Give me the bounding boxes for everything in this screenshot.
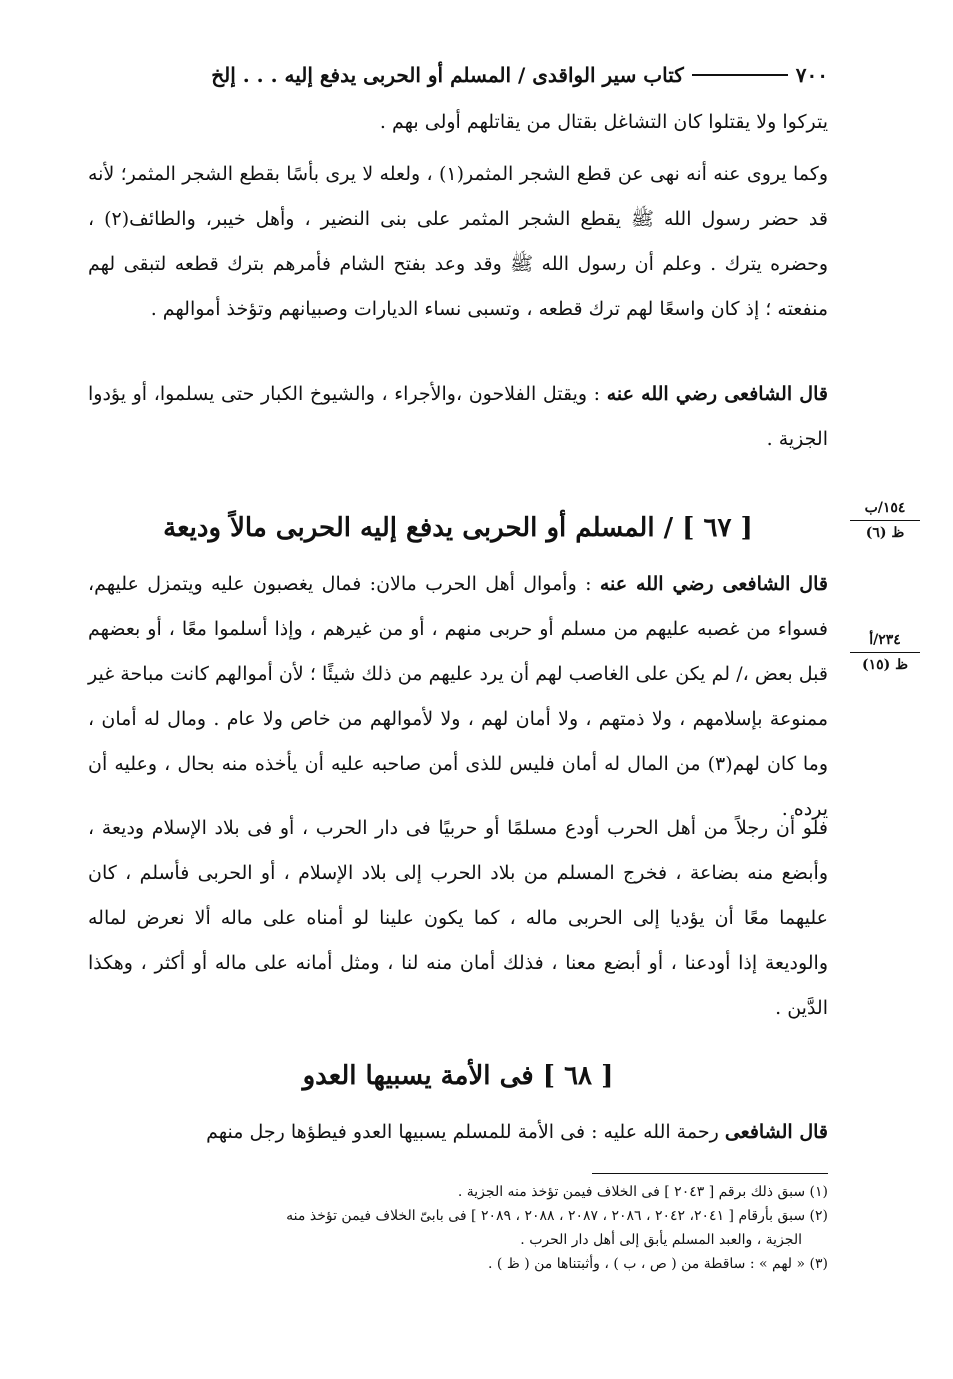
running-title: كتاب سير الواقدى / المسلم أو الحربى يدفع إليه . . . إلخ (211, 63, 684, 87)
margin-note-1 (850, 498, 920, 543)
paragraph-3-body: : ويقتل الفلاحون ،والأجراء ، والشيوخ الكبار حتى يسلموا، أو يؤدوا الجزية . (88, 383, 828, 450)
margin-note-1-bottom: ظ (٦) (865, 525, 905, 541)
margin-note-2 (850, 630, 920, 675)
paragraph-1: يتركوا ولا يقتلوا كان التشاغل بقتال من يقاتلهم أولى بهم . (379, 111, 828, 133)
paragraph-2: وكما يروى عنه أنه نهى عن قطع الشجر المثمر(١) ، ولعله لا يرى بأسًا بقطع الشجر المثمر؛ لأنه قد حضر رسول الله ﷺ يقطع الشجر المثمر على بنى النضير ، وأهل خيبر، والطائف(٢) ، وحضره يترك . وعلم أن رسول الله ﷺ وقد وعد بفتح الشام فأمرهم بترك قطعه لتبقى لهم منفعته ؛ إذ كان واسعًا لهم ترك قطعه ، وتسبى نساء الديارات وصبيانهم وتؤخذ أموالهم . (88, 163, 828, 320)
footnote-rule (592, 1173, 828, 1174)
paragraph-3-lead: قال الشافعى رضي الله عنه (606, 383, 828, 405)
margin-note-1-top: ١٥٤/ب (850, 498, 920, 521)
section-title-68: [ ٦٨ ] فى الأمة يسبيها العدو (302, 1061, 614, 1091)
section-title-67: [ ٦٧ ] / المسلم أو الحربى يدفع إليه الحربى مالاً وديعة (163, 513, 753, 543)
paragraph-4-lead: قال الشافعى رضي الله عنه (599, 573, 828, 595)
footnote-2: (٢) سبق بأرقام [ ٢٠٤١، ٢٠٤٢ ، ٢٠٨٦ ، ٢٠٨٧ ، ٢٠٨٨ ، ٢٠٨٩ ] فى بابىّ الخلاف فيمن تؤخذ منه (286, 1208, 828, 1224)
footnotes (88, 1180, 828, 1276)
paragraph-4 (88, 562, 828, 832)
header-rule (692, 74, 788, 76)
running-header (88, 58, 828, 92)
margin-note-2-top: ٢٣٤/أ (850, 630, 920, 653)
paragraph-4-body: : وأموال أهل الحرب مالان: فمال يغصبون عليه ويتمزل عليهم، فسواء من غصبه عليهم من مسلم أو حربى منهم ، أو من غيرهم ، وإذا أسلموا معًا ، أو بعضهم قبل بعض ،/ لم يكن على الغاصب لهم أن يرد عليهم من ذلك شيئًا ؛ لأن أموالهم كانت مباحة غير ممنوعة بإسلامهم ، ولا ذمتهم ، ولا أمان لهم ، ولا لأموالهم من خاص ولا عام . ومال له أمان ، وما كان لهم(٣) من المال له أمان فليس للذى أمن صاحبه عليه أن يأخذه منه بحال ، وعليه أن يرده . (88, 573, 828, 820)
paragraph-5: فلو أن رجلاً من أهل الحرب أودع مسلمًا أو حربيًا فى دار الحرب ، أو فى بلاد الإسلام وديعة ، وأبضع منه بضاعة ، فخرج المسلم من بلاد الحرب إلى بلاد الإسلام ، أو الحربى فأسلم ، كان عليهما معًا أن يؤديا إلى الحربى ماله ، كما يكون علينا لو أمناه على ماله ألا نعرض لماله والوديعة إذا أودعنا ، أو أبضع معنا ، فذلك أمان منه لنا ، ومثل أمانه على ماله أو أكثر ، وهكذا الدَّين . (88, 817, 828, 1019)
paragraph-6-lead: قال الشافعى (724, 1121, 828, 1143)
margin-note-2-bottom: ظ (١٥) (861, 657, 909, 673)
footnote-3: (٣) « لهم » : ساقطة من ( ص ، ب ) ، وأثبتناها من ( ظ ) . (488, 1256, 828, 1272)
paragraph-6-body: رحمة الله عليه : فى الأمة للمسلم يسبيها العدو فيطؤها رجل منهم (206, 1121, 725, 1143)
paragraph-3 (88, 372, 828, 462)
footnote-1: (١) سبق ذلك برقم [ ٢٠٤٣ ] فى الخلاف فيمن تؤخذ منه الجزية . (457, 1184, 828, 1200)
footnote-2-continued: الجزية ، والعبد المسلم يأبق إلى أهل دار الحرب . (520, 1232, 802, 1248)
paragraph-6 (88, 1110, 828, 1155)
page-number: ٧٠٠ (795, 63, 828, 87)
